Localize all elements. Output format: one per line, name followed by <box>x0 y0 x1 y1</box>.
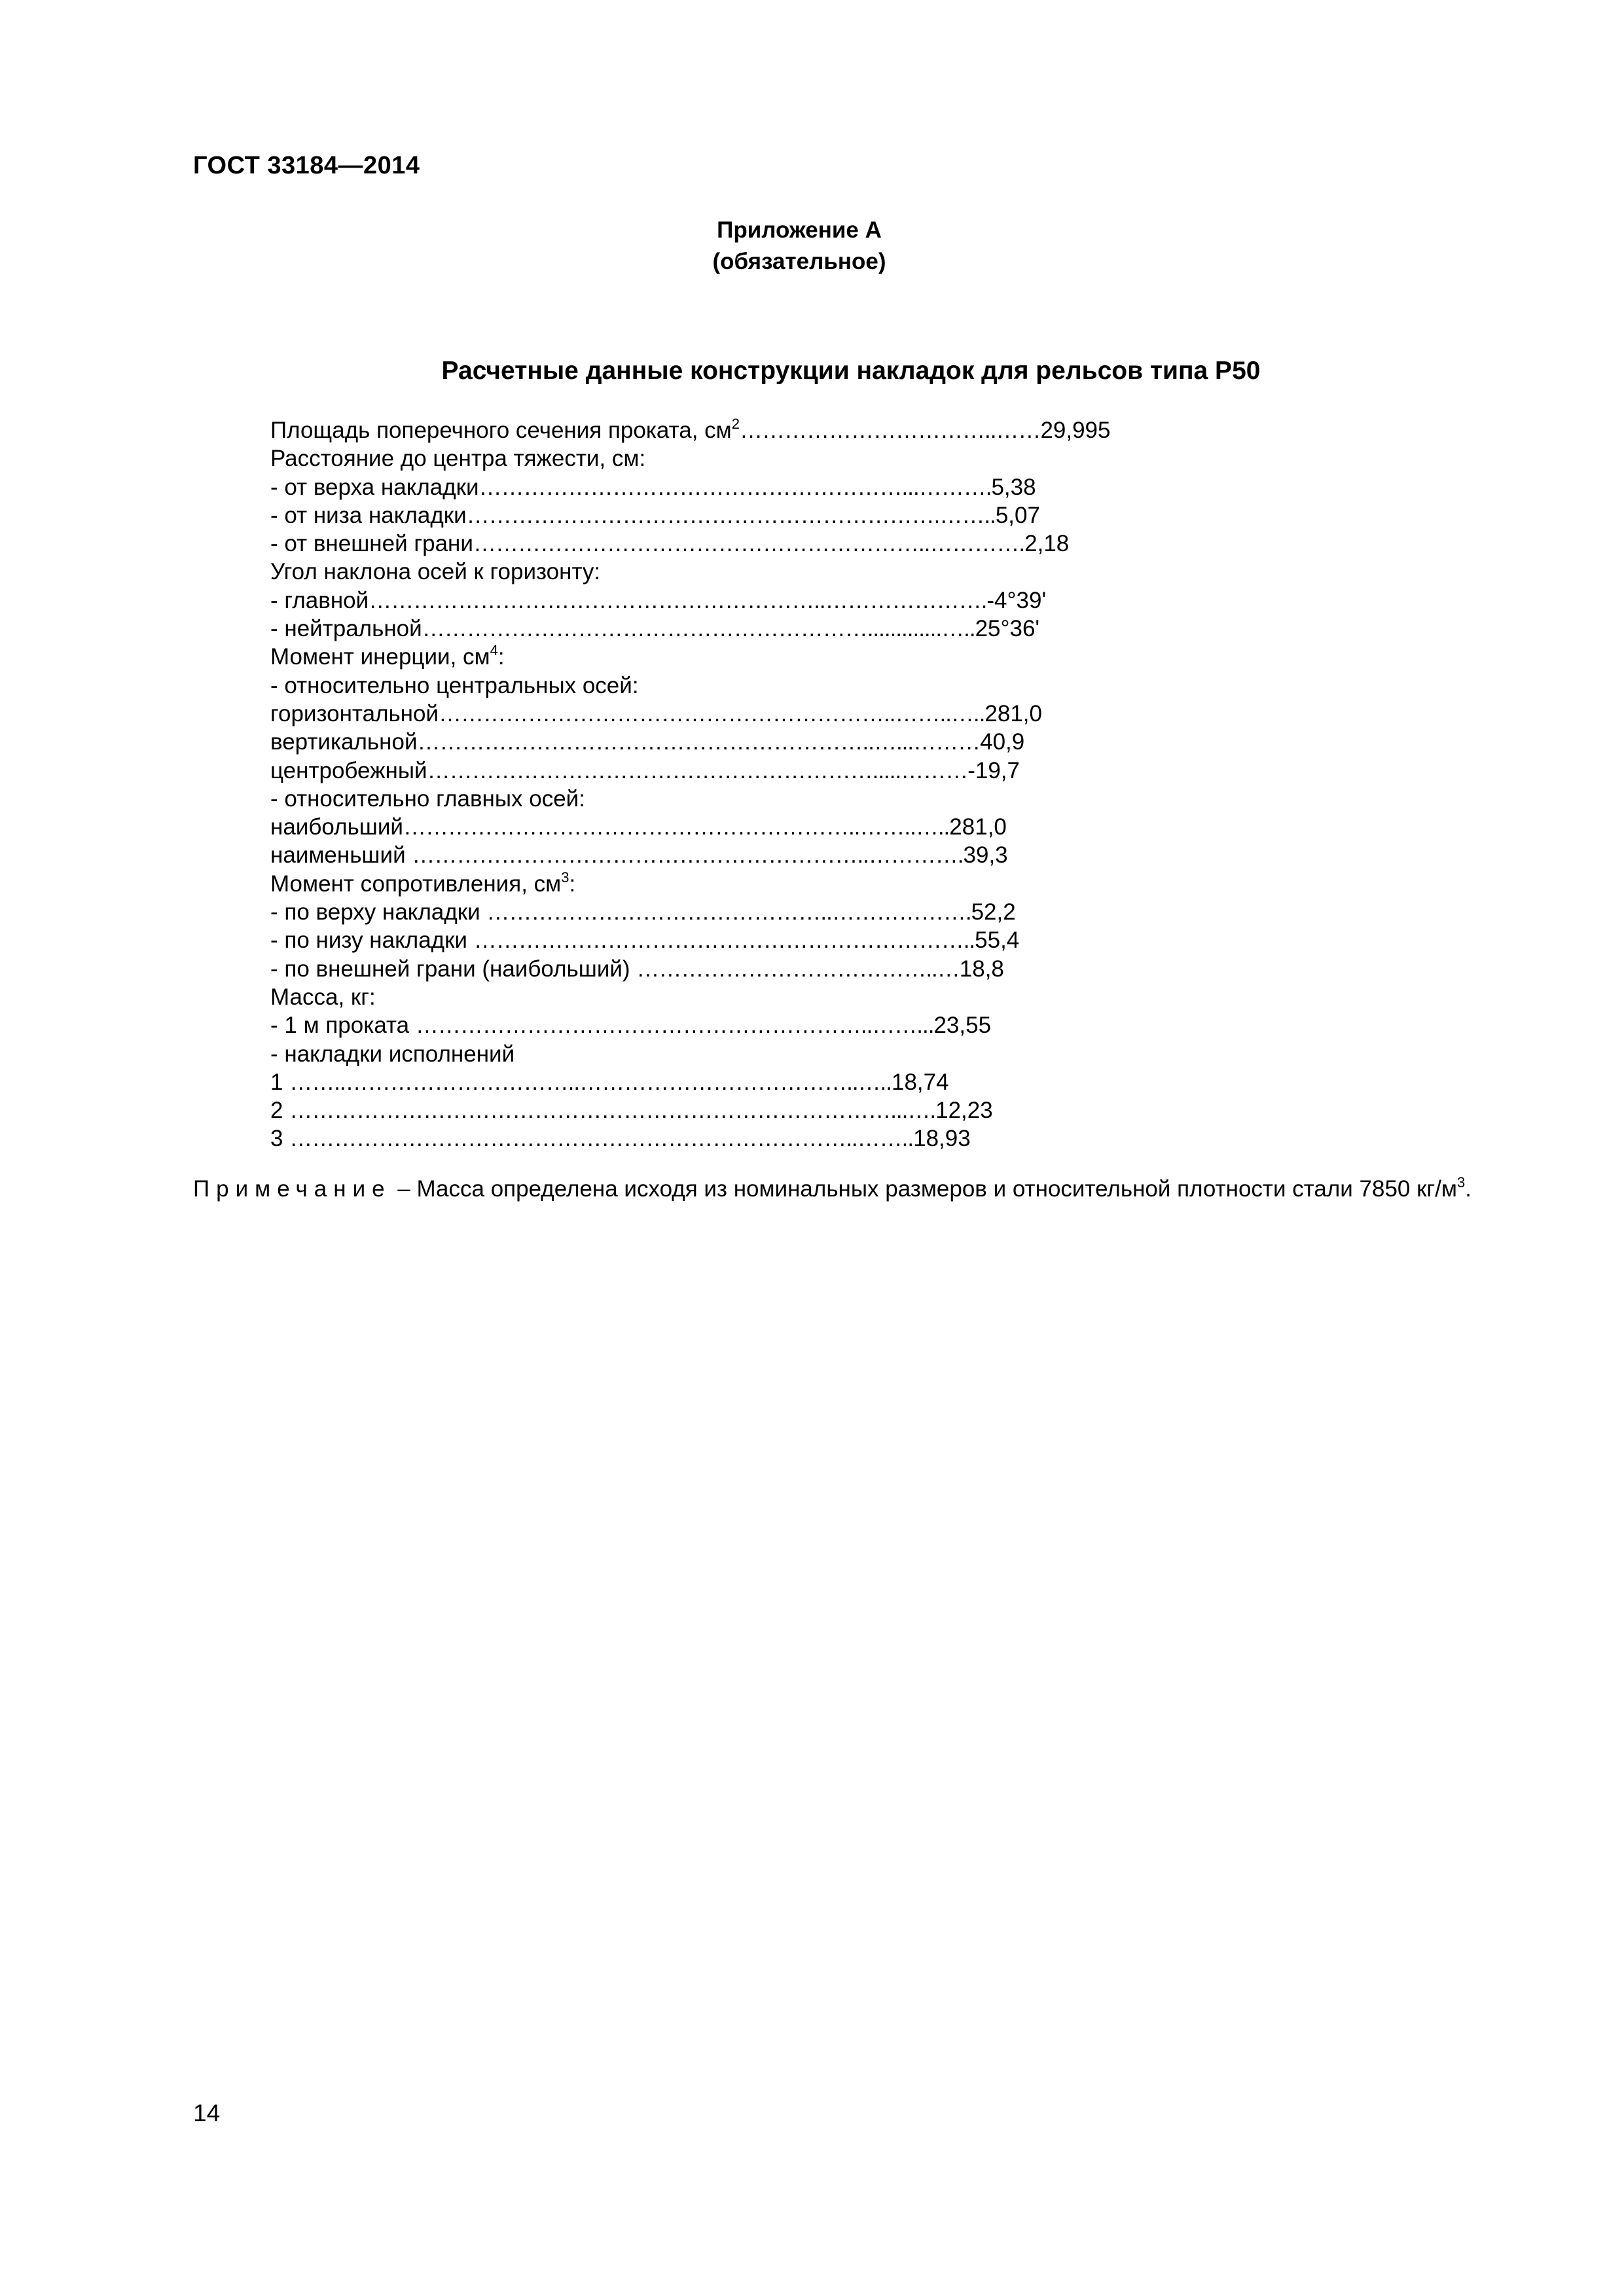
data-row <box>270 898 1111 926</box>
row-label: наименьший <box>270 842 412 869</box>
row-leader-dots: ……………………………………………………..……..….. <box>403 814 950 840</box>
data-row <box>270 926 1111 954</box>
row-label: наибольший <box>270 814 403 840</box>
row-leader-dots: ……………………………………………………..……..….. <box>439 700 985 726</box>
row-value: -4°39' <box>986 587 1047 613</box>
row-label: - по верху накладки <box>270 899 487 925</box>
row-leader-dots: ………………………………………………………………………...…. <box>289 1098 936 1124</box>
row-leader-dots: ……………………………………………………..……... <box>415 1013 934 1039</box>
row-label: - от низа накладки <box>270 502 467 528</box>
data-row <box>270 558 1111 586</box>
row-label: - от верха накладки <box>270 474 479 500</box>
row-label: Расстояние до центра тяжести, см: <box>270 446 646 472</box>
row-unit-superscript: 2 <box>731 416 740 432</box>
row-leader-dots: ……………………………………………………..…...……… <box>417 729 981 755</box>
row-leader-dots: ………………………………………..………………. <box>486 899 971 925</box>
row-label: Угол наклона осей к горизонту: <box>270 559 601 585</box>
row-unit-superscript: 4 <box>490 642 498 659</box>
row-value: 5,07 <box>995 502 1040 528</box>
row-label: центробежный <box>270 757 427 783</box>
row-value: 281,0 <box>984 700 1042 726</box>
row-leader-dots: ……………………………………………………..…………. <box>473 531 1025 557</box>
row-label: 1 <box>270 1069 290 1095</box>
data-row <box>270 983 1111 1011</box>
appendix-label: Приложение А <box>717 217 882 243</box>
row-value: 55,4 <box>975 927 1020 954</box>
row-value: 52,2 <box>971 899 1016 925</box>
row-label: - накладки исполнений <box>270 1041 515 1067</box>
note-label: Примечание <box>193 1176 391 1202</box>
calculation-data-list <box>270 416 1111 1153</box>
row-label: горизонтальной <box>270 700 439 726</box>
row-label: - относительно центральных осей: <box>270 672 639 698</box>
data-row <box>270 501 1111 529</box>
row-leader-dots: ……………………………………………………….…….. <box>466 502 996 528</box>
row-leader-dots: ……………………………………………………..…………. <box>412 842 964 869</box>
row-leader-dots: ……………………………..…… <box>739 418 1041 443</box>
document-code: ГОСТ 33184—2014 <box>193 152 420 179</box>
row-value: -19,7 <box>967 757 1020 783</box>
row-value: 25°36' <box>975 616 1040 642</box>
row-value: 18,93 <box>913 1126 971 1152</box>
data-row <box>270 1124 1111 1153</box>
row-leader-dots: …………………………………………………….............….. <box>422 616 975 642</box>
data-row <box>270 1096 1111 1124</box>
note-end: . <box>1465 1176 1471 1202</box>
page-title: Расчетные данные конструкции накладок для рельсов типа Р50 <box>441 357 1261 385</box>
note-superscript: 3 <box>1456 1174 1466 1191</box>
row-leader-dots: …………………………………………………….....……… <box>427 757 968 783</box>
row-label: - 1 м проката <box>270 1013 416 1039</box>
page-number: 14 <box>193 2100 221 2126</box>
data-row <box>270 813 1111 841</box>
row-label: - главной <box>270 587 369 613</box>
row-label: Площадь поперечного сечения проката, см <box>270 418 732 443</box>
row-value: 18,74 <box>892 1069 949 1095</box>
row-value: 12,23 <box>935 1098 993 1124</box>
row-value: 281,0 <box>949 814 1007 840</box>
row-value: 18,8 <box>959 956 1004 982</box>
row-label: - по низу накладки <box>270 927 474 954</box>
row-leader-dots: ……..…………………………..………………………………..….. <box>289 1069 892 1095</box>
data-row <box>270 643 1111 671</box>
row-label: Момент инерции, см <box>270 644 490 670</box>
data-row <box>270 473 1111 501</box>
row-leader-dots: …………………………………………………………………..…….. <box>289 1126 914 1152</box>
row-label: - нейтральной <box>270 616 422 642</box>
row-value: 2,18 <box>1024 531 1070 557</box>
appendix-heading <box>628 215 970 278</box>
data-row <box>270 700 1111 728</box>
data-row <box>270 672 1111 700</box>
row-leader-dots: ………………………………………………………….. <box>473 927 975 954</box>
data-row <box>270 1011 1111 1039</box>
data-row <box>270 1068 1111 1096</box>
row-leader-dots: ……………………………………………………..…………………. <box>369 587 987 613</box>
data-row <box>270 757 1111 785</box>
data-row <box>270 586 1111 615</box>
data-row <box>270 785 1111 813</box>
data-row <box>270 615 1111 643</box>
row-leader-dots: …………………………………..… <box>636 956 960 982</box>
data-row <box>270 728 1111 756</box>
data-row <box>270 870 1111 898</box>
row-value: 23,55 <box>933 1013 992 1039</box>
row-label: - по внешней грани (наибольший) <box>270 956 637 982</box>
appendix-status: (обязательное) <box>712 249 886 274</box>
row-label: - от внешней грани <box>270 531 473 557</box>
note-paragraph <box>193 1175 1476 1203</box>
data-row <box>270 416 1111 444</box>
row-value: 29,995 <box>1040 418 1111 443</box>
note-text: – Масса определена исходя из номинальных размеров и относительной плотности стали 7850 кг/м <box>391 1176 1457 1202</box>
row-label: - относительно главных осей: <box>270 785 585 812</box>
row-label: Момент сопротивления, см <box>270 870 562 897</box>
data-row <box>270 955 1111 983</box>
data-row <box>270 529 1111 558</box>
row-label: 3 <box>270 1126 290 1152</box>
row-value: 5,38 <box>991 474 1036 500</box>
row-suffix: : <box>497 644 505 670</box>
row-suffix: : <box>569 870 576 897</box>
data-row <box>270 444 1111 473</box>
row-label: Масса, кг: <box>270 984 376 1010</box>
row-leader-dots: …………………………………………………...………. <box>478 474 992 500</box>
row-label: 2 <box>270 1098 290 1124</box>
row-value: 39,3 <box>963 842 1008 869</box>
row-unit-superscript: 3 <box>561 869 569 886</box>
data-row <box>270 841 1111 869</box>
row-label: вертикальной <box>270 729 418 755</box>
row-value: 40,9 <box>980 729 1025 755</box>
data-row <box>270 1040 1111 1068</box>
